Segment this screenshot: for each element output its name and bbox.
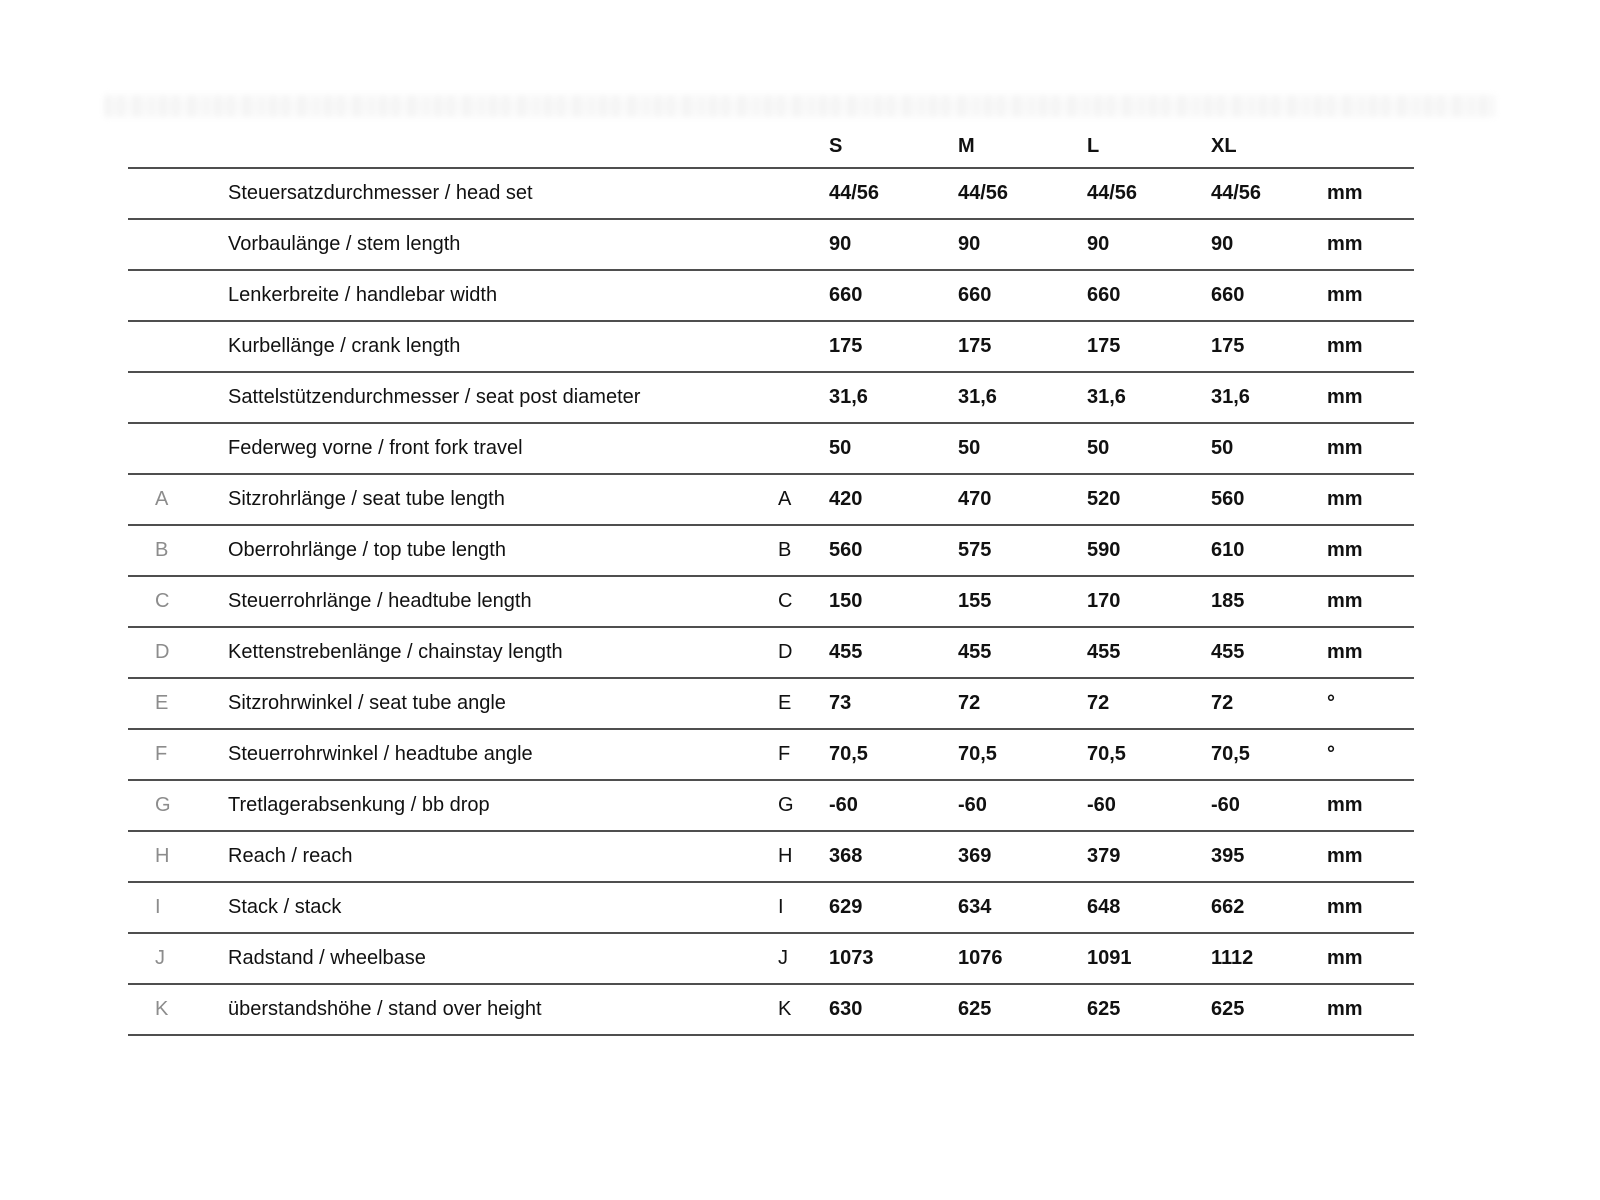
row-letter-mid: J — [778, 947, 788, 969]
table-body — [128, 169, 1414, 1036]
value-l: 175 — [1087, 335, 1121, 357]
value-l: 50 — [1087, 437, 1110, 459]
table-row — [128, 220, 1414, 271]
size-header-l: L — [1087, 135, 1100, 157]
value-s: 420 — [829, 488, 863, 510]
value-l: 72 — [1087, 692, 1110, 714]
value-l: 44/56 — [1087, 182, 1138, 204]
value-l: -60 — [1087, 794, 1116, 816]
value-s: 31,6 — [829, 386, 868, 408]
value-l: 70,5 — [1087, 743, 1126, 765]
header-spacer-midletter — [778, 158, 829, 167]
table-row — [128, 679, 1414, 730]
value-m: 455 — [958, 641, 992, 663]
row-unit: mm — [1327, 386, 1363, 408]
row-label: Sitzrohrwinkel / seat tube angle — [228, 692, 506, 714]
value-l: 590 — [1087, 539, 1121, 561]
value-l: 170 — [1087, 590, 1121, 612]
row-letter-left: J — [155, 947, 165, 969]
row-label: Stack / stack — [228, 896, 342, 918]
table-row — [128, 475, 1414, 526]
table-row — [128, 628, 1414, 679]
value-m: 90 — [958, 233, 981, 255]
row-label: Tretlagerabsenkung / bb drop — [228, 794, 490, 816]
row-letter-left: F — [155, 743, 168, 765]
value-xl: 31,6 — [1211, 386, 1250, 408]
value-xl: 175 — [1211, 335, 1245, 357]
value-m: 660 — [958, 284, 992, 306]
row-unit: mm — [1327, 590, 1363, 612]
value-xl: 560 — [1211, 488, 1245, 510]
row-label: Sattelstützendurchmesser / seat post diameter — [228, 386, 641, 408]
value-m: 31,6 — [958, 386, 997, 408]
row-unit: ° — [1327, 692, 1335, 714]
value-m: 44/56 — [958, 182, 1009, 204]
value-s: 1073 — [829, 947, 874, 969]
table-row — [128, 271, 1414, 322]
table-row — [128, 526, 1414, 577]
row-label: Vorbaulänge / stem length — [228, 233, 461, 255]
value-m: 70,5 — [958, 743, 997, 765]
row-label: Sitzrohrlänge / seat tube length — [228, 488, 505, 510]
size-header-s: S — [829, 135, 843, 157]
blurred-heading-band — [105, 95, 1495, 117]
table-row — [128, 883, 1414, 934]
row-letter-mid: G — [778, 794, 794, 816]
value-s: 44/56 — [829, 182, 880, 204]
header-spacer-letter — [128, 158, 228, 167]
value-xl: 44/56 — [1211, 182, 1262, 204]
value-xl: 72 — [1211, 692, 1234, 714]
value-l: 455 — [1087, 641, 1121, 663]
row-letter-left: B — [155, 539, 169, 561]
value-xl: 50 — [1211, 437, 1234, 459]
table-row — [128, 985, 1414, 1036]
size-header-xl: XL — [1211, 135, 1237, 157]
row-label: Kettenstrebenlänge / chainstay length — [228, 641, 563, 663]
value-m: 155 — [958, 590, 992, 612]
table-row — [128, 424, 1414, 475]
row-unit: mm — [1327, 845, 1363, 867]
row-unit: mm — [1327, 998, 1363, 1020]
value-s: 175 — [829, 335, 863, 357]
value-xl: 185 — [1211, 590, 1245, 612]
value-m: 634 — [958, 896, 992, 918]
header-spacer-unit — [1327, 158, 1414, 167]
row-unit: mm — [1327, 794, 1363, 816]
value-xl: 70,5 — [1211, 743, 1250, 765]
row-unit: mm — [1327, 947, 1363, 969]
size-header-m: M — [958, 135, 975, 157]
table-row — [128, 373, 1414, 424]
row-label: Reach / reach — [228, 845, 353, 867]
value-l: 90 — [1087, 233, 1110, 255]
value-l: 625 — [1087, 998, 1121, 1020]
value-s: 368 — [829, 845, 863, 867]
row-letter-mid: F — [778, 743, 791, 765]
row-unit: mm — [1327, 539, 1363, 561]
row-letter-left: C — [155, 590, 170, 612]
value-xl: 1112 — [1211, 947, 1254, 969]
value-s: 150 — [829, 590, 863, 612]
table-row — [128, 169, 1414, 220]
value-l: 520 — [1087, 488, 1121, 510]
row-label: Kurbellänge / crank length — [228, 335, 461, 357]
row-unit: mm — [1327, 335, 1363, 357]
row-letter-left: D — [155, 641, 170, 663]
row-unit: mm — [1327, 284, 1363, 306]
row-letter-left: E — [155, 692, 169, 714]
row-unit: mm — [1327, 896, 1363, 918]
row-letter-mid: B — [778, 539, 792, 561]
table-row — [128, 577, 1414, 628]
row-letter-left: H — [155, 845, 170, 867]
value-s: 560 — [829, 539, 863, 561]
value-s: 73 — [829, 692, 852, 714]
row-label: Lenkerbreite / handlebar width — [228, 284, 498, 306]
value-xl: 660 — [1211, 284, 1245, 306]
value-m: 369 — [958, 845, 992, 867]
value-s: 629 — [829, 896, 863, 918]
value-xl: 662 — [1211, 896, 1245, 918]
value-s: 660 — [829, 284, 863, 306]
row-letter-mid: C — [778, 590, 793, 612]
row-letter-mid: I — [778, 896, 784, 918]
value-m: 575 — [958, 539, 992, 561]
row-label: Steuerrohrlänge / headtube length — [228, 590, 532, 612]
value-s: -60 — [829, 794, 858, 816]
table-row — [128, 322, 1414, 373]
value-xl: 395 — [1211, 845, 1245, 867]
row-label: Oberrohrlänge / top tube length — [228, 539, 506, 561]
row-letter-mid: E — [778, 692, 792, 714]
header-spacer-label — [228, 158, 778, 167]
value-xl: -60 — [1211, 794, 1240, 816]
row-unit: mm — [1327, 437, 1363, 459]
value-l: 648 — [1087, 896, 1121, 918]
value-m: 50 — [958, 437, 981, 459]
value-l: 31,6 — [1087, 386, 1126, 408]
row-unit: mm — [1327, 488, 1363, 510]
row-unit: ° — [1327, 743, 1335, 765]
size-header-row — [128, 126, 1414, 169]
row-unit: mm — [1327, 182, 1363, 204]
row-letter-left: I — [155, 896, 161, 918]
value-m: -60 — [958, 794, 987, 816]
value-xl: 610 — [1211, 539, 1245, 561]
table-row — [128, 832, 1414, 883]
row-unit: mm — [1327, 641, 1363, 663]
row-letter-mid: H — [778, 845, 793, 867]
row-letter-mid: D — [778, 641, 793, 663]
value-xl: 90 — [1211, 233, 1234, 255]
value-l: 660 — [1087, 284, 1121, 306]
row-letter-left: K — [155, 998, 169, 1020]
row-letter-mid: K — [778, 998, 792, 1020]
value-m: 72 — [958, 692, 981, 714]
row-letter-left: A — [155, 488, 169, 510]
row-label: Radstand / wheelbase — [228, 947, 426, 969]
value-m: 470 — [958, 488, 992, 510]
value-l: 1091 — [1087, 947, 1132, 969]
row-letter-left: G — [155, 794, 171, 816]
value-m: 175 — [958, 335, 992, 357]
value-l: 379 — [1087, 845, 1121, 867]
row-label: Steuersatzdurchmesser / head set — [228, 182, 533, 204]
value-m: 1076 — [958, 947, 1003, 969]
table-row — [128, 730, 1414, 781]
row-label: überstandshöhe / stand over height — [228, 998, 542, 1020]
table-row — [128, 934, 1414, 985]
value-m: 625 — [958, 998, 992, 1020]
row-label: Federweg vorne / front fork travel — [228, 437, 523, 459]
row-letter-mid: A — [778, 488, 792, 510]
value-xl: 455 — [1211, 641, 1245, 663]
value-s: 630 — [829, 998, 863, 1020]
value-s: 50 — [829, 437, 852, 459]
value-s: 90 — [829, 233, 852, 255]
table-row — [128, 781, 1414, 832]
value-s: 455 — [829, 641, 863, 663]
geometry-table — [128, 126, 1414, 1036]
row-label: Steuerrohrwinkel / headtube angle — [228, 743, 533, 765]
value-xl: 625 — [1211, 998, 1245, 1020]
value-s: 70,5 — [829, 743, 868, 765]
row-unit: mm — [1327, 233, 1363, 255]
